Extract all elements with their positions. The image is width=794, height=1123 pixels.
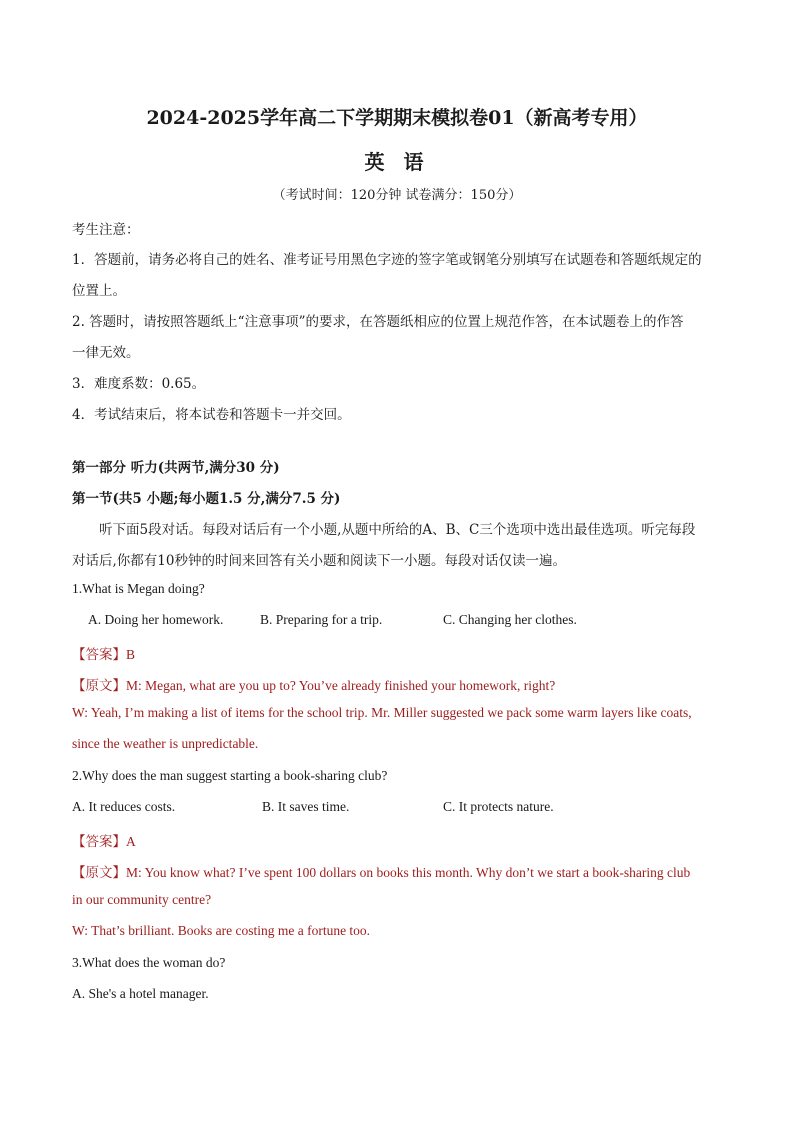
- notice-heading: 考生注意：: [72, 222, 140, 238]
- q2-question: 2.Why does the man suggest starting a book-sharing club?: [72, 768, 388, 783]
- notice-item-2-line-1: 2. 答题时，请按照答题纸上“注意事项”的要求，在答题纸相应的位置上规范作答，在本试题卷上的作答: [72, 314, 684, 330]
- notice-item-4: 4．考试结束后，将本试卷和答题卡一并交回。: [72, 407, 351, 423]
- q2-option-b: B. It saves time.: [262, 799, 350, 814]
- exam-time-info: （考试时间：120分钟 试卷满分：150分）: [272, 188, 522, 203]
- q1-script-line-2: W: Yeah, I’m making a list of items for the school trip. Mr. Miller suggested we pack some warm layers like coats,: [72, 705, 692, 720]
- q2-answer-value: A: [126, 834, 136, 849]
- q3-question: 3.What does the woman do?: [72, 955, 226, 970]
- q1-option-c: C. Changing her clothes.: [443, 612, 577, 627]
- notice-item-2-line-2: 一律无效。: [72, 345, 140, 361]
- q1-answer: [72, 643, 722, 663]
- q3-option-a: A. She's a hotel manager.: [72, 986, 209, 1001]
- q2-option-a: A. It reduces costs.: [72, 799, 176, 814]
- q1-script-line-3: since the weather is unpredictable.: [72, 736, 259, 751]
- q2-script-line-1: 【原文】M: You know what? I’ve spent 100 dollars on books this month. Why don’t we start a book-sharing club: [72, 865, 691, 880]
- q2-answer: [72, 830, 722, 850]
- answer-tag: 【答案】: [72, 647, 126, 663]
- q1-answer-value: B: [126, 647, 136, 662]
- exam-title: 2024-2025学年高二下学期期末模拟卷01（新高考专用）: [146, 107, 648, 129]
- part1-heading: 第一部分 听力(共两节,满分30 分): [72, 460, 280, 476]
- script-tag: 【原文】: [72, 678, 126, 693]
- q2-script-line-2: in our community centre?: [72, 892, 212, 907]
- instruction-line-1: 听下面5段对话。每段对话后有一个小题,从题中所给的A、B、C三个选项中选出最佳选项。听完每段: [99, 522, 696, 538]
- script-tag: 【原文】: [72, 865, 126, 880]
- answer-tag: 【答案】: [72, 834, 126, 850]
- q1-option-a: A. Doing her homework.: [88, 612, 224, 627]
- q1-script-line-1: 【原文】M: Megan, what are you up to? You’ve already finished your homework, right?: [72, 678, 556, 693]
- q2-option-c: C. It protects nature.: [443, 799, 554, 814]
- q2-script-line-3: W: That’s brilliant. Books are costing me a fortune too.: [72, 923, 371, 938]
- notice-item-1-line-1: 1．答题前，请务必将自己的姓名、准考证号用黑色字迹的签字笔或钢笔分别填写在试题卷和答题纸规定的: [72, 252, 702, 268]
- exam-subject: 英 语: [364, 150, 430, 174]
- q1-question: 1.What is Megan doing?: [72, 581, 205, 596]
- notice-item-1-line-2: 位置上。: [72, 283, 126, 299]
- notice-item-3: 3．难度系数：0.65。: [72, 376, 206, 392]
- section1-heading: 第一节(共5 小题;每小题1.5 分,满分7.5 分): [72, 491, 341, 507]
- instruction-line-2: 对话后,你都有10秒钟的时间来回答有关小题和阅读下一小题。每段对话仅读一遍。: [72, 553, 566, 569]
- q1-option-b: B. Preparing for a trip.: [260, 612, 383, 627]
